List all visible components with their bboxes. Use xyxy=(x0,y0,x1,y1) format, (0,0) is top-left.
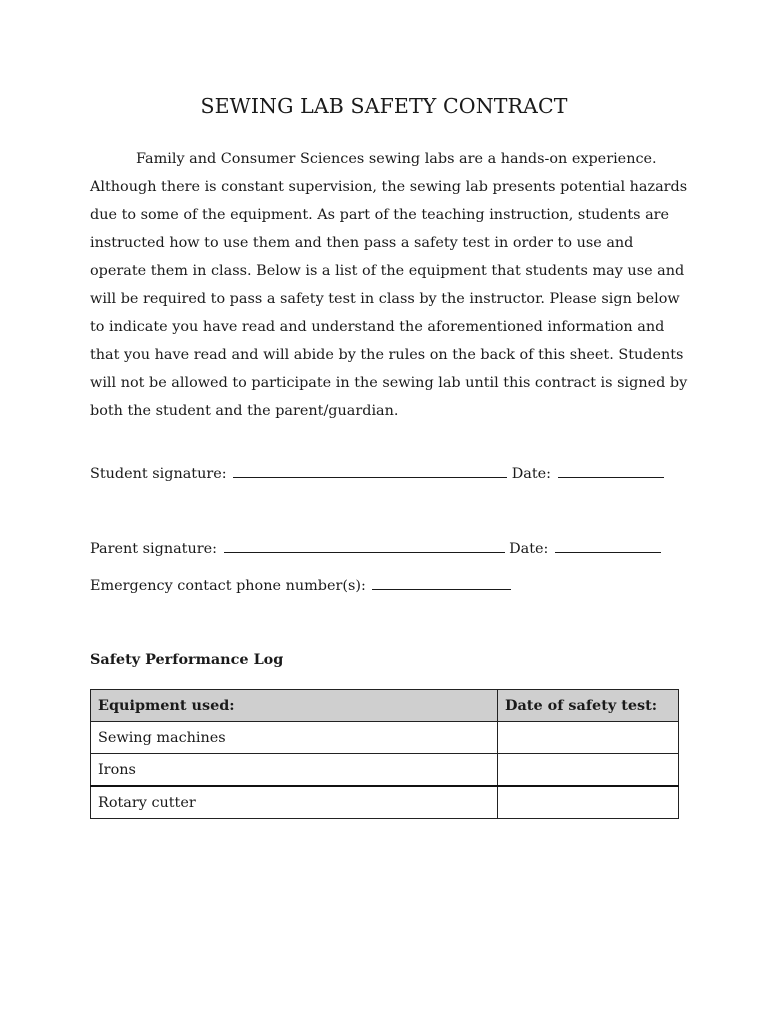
table-header-row xyxy=(91,690,679,722)
intro-paragraph xyxy=(90,145,688,425)
parent-date-field[interactable] xyxy=(555,540,661,553)
parent-signature-label: Parent signature: xyxy=(90,541,217,557)
equipment-column-header: Equipment used: xyxy=(91,690,498,722)
table-row xyxy=(91,786,679,819)
equipment-cell: Rotary cutter xyxy=(91,786,498,819)
emergency-contact-line xyxy=(90,577,511,594)
table-row xyxy=(91,754,679,787)
parent-signature-field[interactable] xyxy=(224,540,505,553)
parent-signature-line xyxy=(90,540,661,557)
student-signature-field[interactable] xyxy=(233,465,507,478)
date-cell[interactable] xyxy=(498,722,679,754)
emergency-contact-label: Emergency contact phone number(s): xyxy=(90,578,366,594)
safety-log-table xyxy=(90,689,679,819)
student-date-field[interactable] xyxy=(558,465,664,478)
document-title: SEWING LAB SAFETY CONTRACT xyxy=(200,94,568,118)
parent-date-label: Date: xyxy=(509,541,549,557)
student-signature-line xyxy=(90,465,664,482)
equipment-cell: Sewing machines xyxy=(91,722,498,754)
date-cell[interactable] xyxy=(498,786,679,819)
table-row xyxy=(91,722,679,754)
equipment-cell: Irons xyxy=(91,754,498,787)
student-date-label: Date: xyxy=(511,466,552,482)
intro-text: Family and Consumer Sciences sewing labs are a hands-on experience. Although there is constant supervision, the sewing lab presents potential hazards due to some of the equipment. As part of the teaching instruction, students are instructed how to use them and then pass a safety test in order to use and operate them in class. Below is a list of the equipment that students may use and will be required to pass a safety test in class by the instructor. Please sign below to indicate you have read and understand the aforementioned information and that you have read and will abide by the rules on the back of this sheet. Students will not be allowed to participate in the sewing lab until this contract is signed by both the student and the parent/guardian. xyxy=(90,151,688,419)
date-column-header: Date of safety test: xyxy=(498,690,679,722)
student-signature-label: Student signature: xyxy=(90,466,227,482)
emergency-contact-field[interactable] xyxy=(372,577,511,590)
date-cell[interactable] xyxy=(498,754,679,787)
safety-log-heading: Safety Performance Log xyxy=(90,651,284,668)
